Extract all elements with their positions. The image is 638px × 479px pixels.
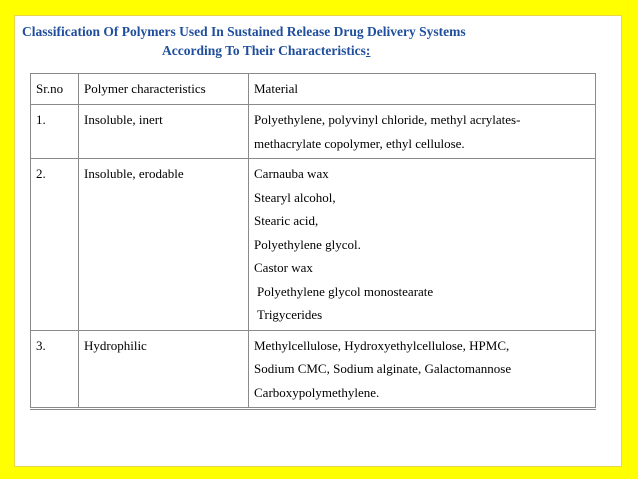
- cell-material: [249, 330, 596, 409]
- cell-srno: 2.: [31, 159, 79, 331]
- material-line: Polyethylene, polyvinyl chloride, methyl acrylates-: [254, 112, 521, 127]
- cell-material: [249, 159, 596, 331]
- title-line-2: [22, 41, 602, 60]
- cell-characteristic: Insoluble, inert: [79, 105, 249, 159]
- cell-characteristic: Hydrophilic: [79, 330, 249, 409]
- material-line: Trigycerides: [257, 307, 323, 322]
- material-line: Sodium CMC, Sodium alginate, Galactomannose: [254, 361, 512, 376]
- material-line: Carboxypolymethylene.: [254, 384, 380, 400]
- cell-srno: 1.: [31, 105, 79, 159]
- material-line: Castor wax: [254, 260, 313, 275]
- title-colon: :: [365, 43, 371, 58]
- header-polymer-characteristics: Polymer characteristics: [79, 74, 249, 105]
- header-material: Material: [249, 74, 596, 105]
- material-line: Stearyl alcohol,: [254, 189, 336, 205]
- title-line-1: Classification Of Polymers Used In Sustained Release Drug Delivery Systems: [22, 24, 466, 39]
- table-row: [31, 105, 596, 159]
- header-srno: Sr.no: [31, 74, 79, 105]
- table-row: [31, 330, 596, 409]
- material-line: Polyethylene glycol.: [254, 236, 361, 252]
- material-line: Carnauba wax: [254, 166, 329, 181]
- table-row: [31, 159, 596, 331]
- material-line: Stearic acid,: [254, 213, 319, 228]
- material-line: methacrylate copolymer, ethyl cellulose.: [254, 135, 465, 151]
- cell-material: [249, 105, 596, 159]
- cell-characteristic: Insoluble, erodable: [79, 159, 249, 331]
- cell-srno: 3.: [31, 330, 79, 409]
- polymer-classification-table: [30, 73, 596, 410]
- slide-title: [22, 22, 602, 60]
- material-line: Methylcellulose, Hydroxyethylcellulose, HPMC,: [254, 337, 510, 353]
- title-line-2-text: According To Their Characteristics: [162, 43, 366, 58]
- table-header-row: [31, 74, 596, 105]
- material-line: Polyethylene glycol monostearate: [257, 283, 434, 299]
